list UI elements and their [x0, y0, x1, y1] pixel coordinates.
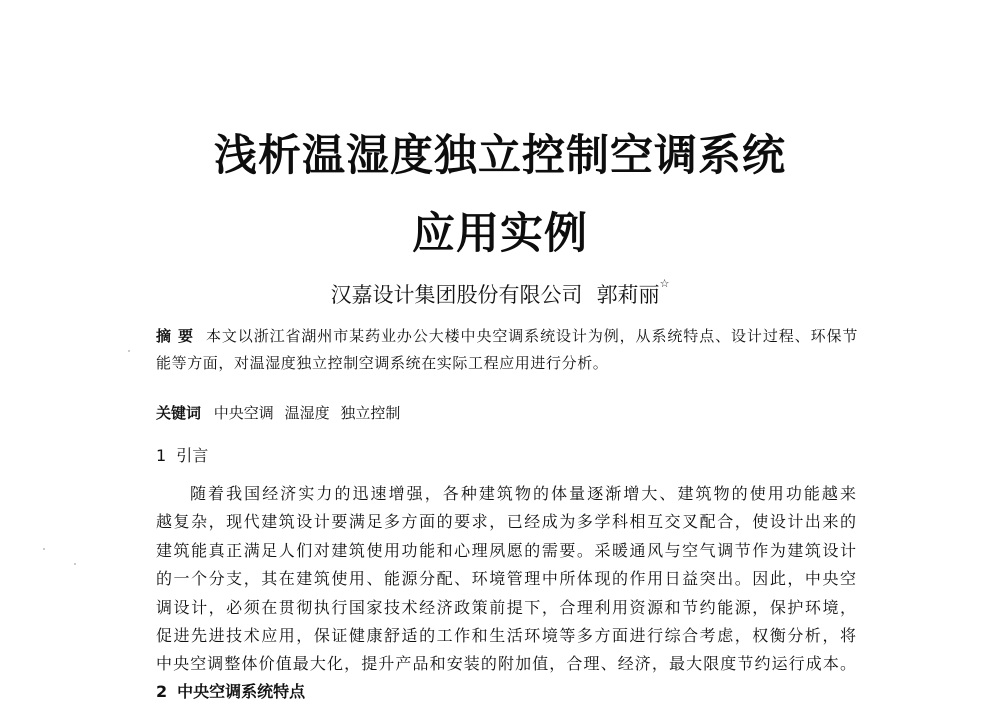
scan-speck: [128, 350, 130, 352]
paragraph-line: 中央空调整体价值最大化，提升产品和安装的附加值，合理、经济，最大限度节约运行成本。: [156, 654, 856, 674]
abstract: [156, 323, 858, 377]
section-heading-introduction: [156, 443, 208, 466]
introduction-paragraph: [156, 480, 856, 679]
keyword-item: 独立控制: [340, 404, 401, 422]
keywords-label: 关键词: [156, 404, 202, 422]
section-title: 中央空调系统特点: [177, 682, 306, 701]
paragraph-line: 的一个分支，其在建筑使用、能源分配、环境管理中所体现的作用日益突出。因此，中央空: [156, 569, 856, 589]
section-number: 1: [156, 446, 167, 465]
author-name: 郭莉丽: [596, 283, 660, 307]
keywords: [156, 402, 406, 423]
section-number: 2: [156, 682, 168, 701]
paragraph-line: 随着我国经济实力的迅速增强，各种建筑物的体量逐渐增大、建筑物的使用功能越来: [190, 484, 856, 503]
paragraph-line: 调设计，必须在贯彻执行国家技术经济政策前提下，合理利用资源和节约能源，保护环境，: [156, 597, 856, 617]
paper-title-line-1: 浅析温湿度独立控制空调系统: [214, 131, 786, 181]
paragraph-line: 越复杂，现代建筑设计要满足多方面的要求，已经成为多学科相互交叉配合，使设计出来的: [156, 512, 856, 532]
byline: [0, 279, 1000, 309]
author-organization: 汉嘉设计集团股份有限公司: [330, 283, 583, 307]
author-star-marker: ☆: [659, 277, 670, 290]
scan-speck: [43, 548, 45, 550]
section-heading-system-features: [156, 679, 305, 702]
abstract-text: 本文以浙江省湖州市某药业办公大楼中央空调系统设计为例，从系统特点、设计过程、环保节能等方面，对温湿度独立控制空调系统在实际工程应用进行分析。: [156, 327, 859, 372]
section-title: 引言: [176, 446, 209, 465]
keyword-item: 中央空调: [213, 404, 274, 422]
scan-speck: [74, 563, 76, 565]
paragraph-line: 建筑能真正满足人们对建筑使用功能和心理夙愿的需要。采暖通风与空气调节作为建筑设计: [156, 540, 856, 560]
keyword-item: 温湿度: [284, 404, 330, 422]
abstract-label: 摘 要: [156, 327, 194, 345]
paper-title-line-2: 应用实例: [412, 209, 588, 259]
paragraph-line: 促进先进技术应用，保证健康舒适的工作和生活环境等多方面进行综合考虑，权衡分析，将: [156, 625, 856, 645]
